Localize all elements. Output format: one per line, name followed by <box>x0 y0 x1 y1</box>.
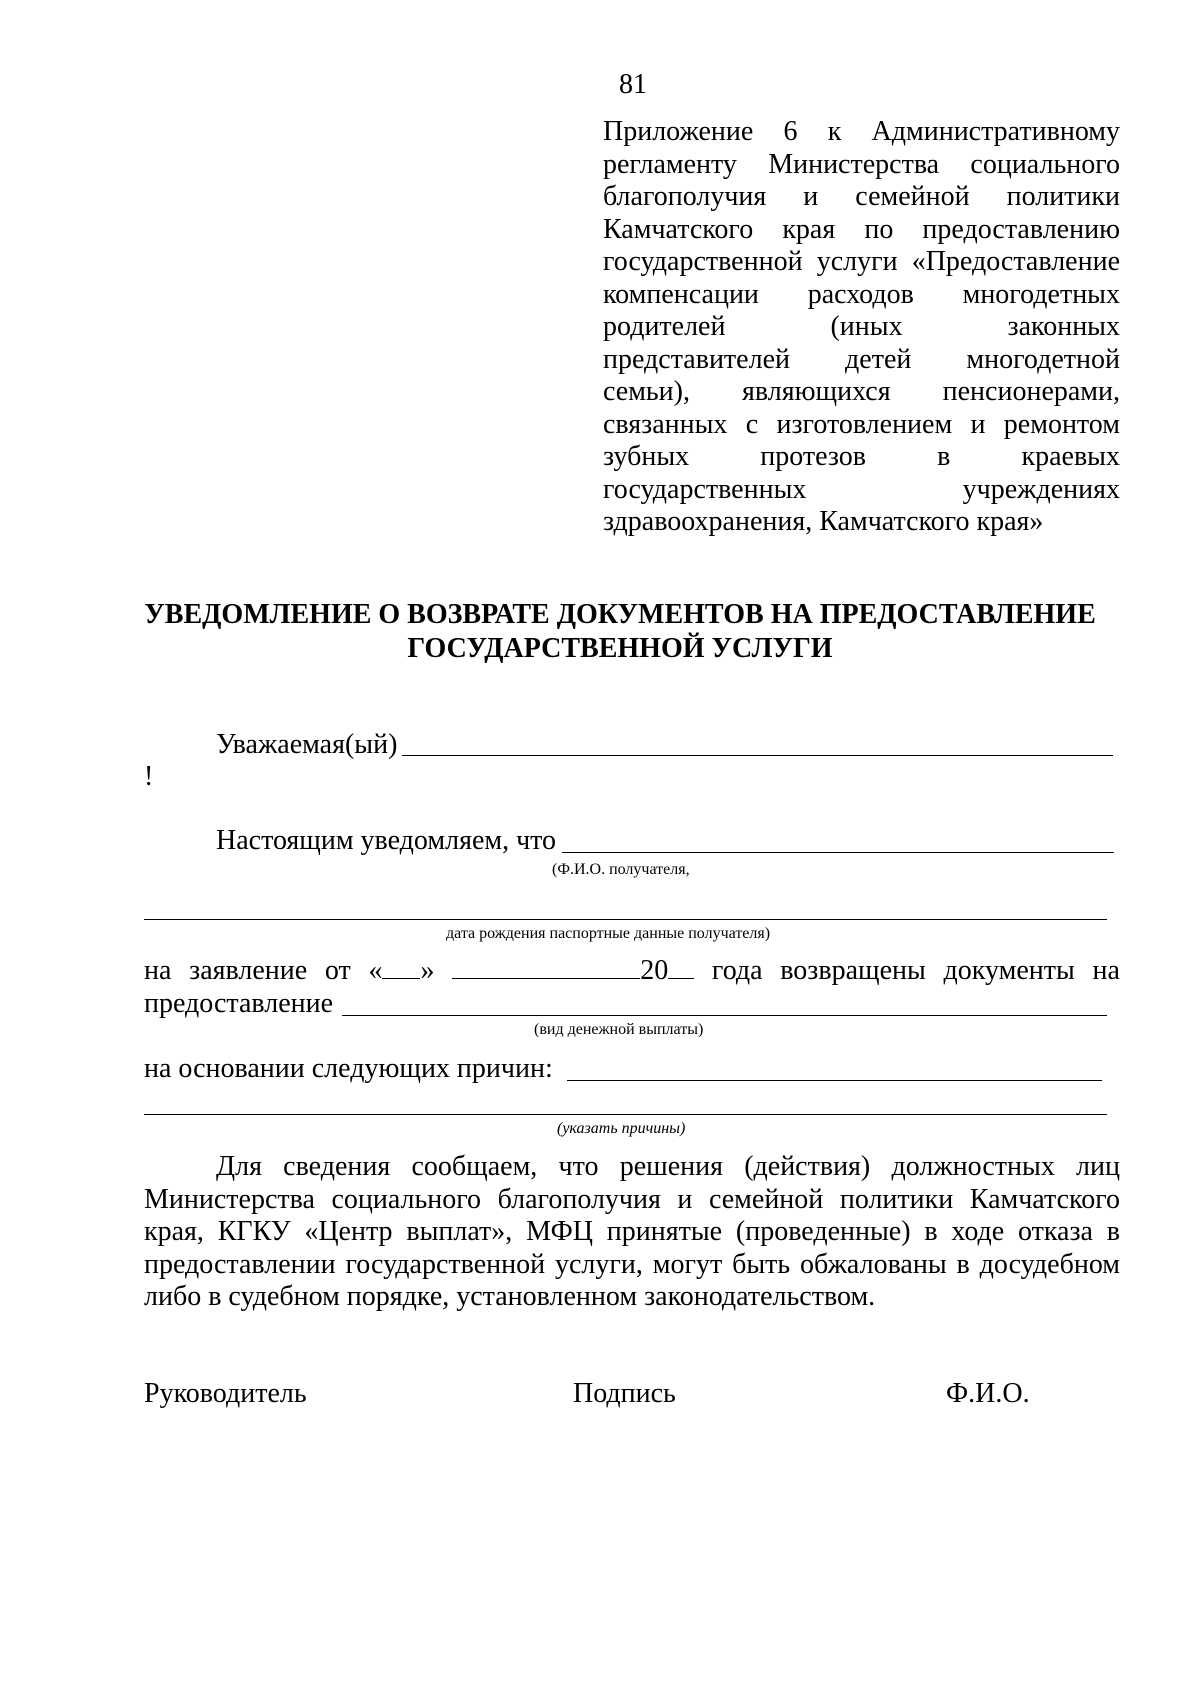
appendix-line: компенсации расходов многодетных <box>603 278 1120 310</box>
notify-label: Настоящим уведомляем, что <box>216 825 557 856</box>
reasons-label: на основании следующих причин: <box>144 1053 553 1084</box>
caption-fio: (Ф.И.О. получателя, <box>552 861 690 878</box>
close-quote: » <box>420 955 435 986</box>
caption-payment-type: (вид денежной выплаты) <box>534 1021 704 1038</box>
word-from: от <box>324 955 351 986</box>
paragraph-line: Для сведения сообщаем, что решения (действия) должностных лиц <box>216 1151 1120 1182</box>
word-year: года <box>711 955 763 986</box>
payment-type-field[interactable] <box>342 1015 1107 1016</box>
appendix-line: зубных протезов в краевых <box>603 441 1120 472</box>
exclamation-mark: ! <box>144 761 154 792</box>
provision-label: предоставление <box>144 988 334 1019</box>
appendix-line: здравоохранения, Камчатского края» <box>603 506 1044 537</box>
greeting-label: Уважаемая(ый) <box>216 729 398 760</box>
appendix-line: семьи), являющихся пенсионерами, <box>603 376 1120 407</box>
word-na: на <box>144 955 172 986</box>
appendix-line: государственных учреждениях <box>603 473 1120 505</box>
caption-reasons: (указать причины) <box>557 1120 686 1137</box>
paragraph-line: либо в судебном порядке, установленном законодательством. <box>144 1281 876 1312</box>
appendix-line: связанных с изготовлением и ремонтом <box>603 408 1120 440</box>
caption-birth-passport: дата рождения паспортные данные получателя) <box>446 925 771 942</box>
word-documents: документы <box>943 955 1075 986</box>
page-number: 81 <box>619 69 647 100</box>
word-application: заявление <box>189 955 308 986</box>
reasons-field-2[interactable] <box>144 1114 1107 1115</box>
birth-passport-field[interactable] <box>144 919 1107 920</box>
year-field[interactable] <box>668 956 694 979</box>
reasons-field-1[interactable] <box>567 1080 1102 1081</box>
appendix-line: регламенту Министерства социального <box>603 148 1120 180</box>
year-prefix: 20 <box>640 955 669 986</box>
document-title <box>120 598 1120 666</box>
title-line: ГОСУДАРСТВЕННОЙ УСЛУГИ <box>407 633 833 664</box>
appendix-note <box>603 116 1120 539</box>
application-line <box>144 955 1120 987</box>
open-quote: « <box>368 955 383 986</box>
word-returned: возвращены <box>780 955 926 986</box>
month-field[interactable] <box>452 956 640 979</box>
appendix-line: государственной услуги «Предоставление <box>603 246 1120 277</box>
appeal-info-paragraph <box>144 1151 1120 1314</box>
appendix-line: Камчатского края по предоставлению <box>603 213 1120 245</box>
signature-fio-label: Ф.И.О. <box>946 1378 1030 1409</box>
title-line: УВЕДОМЛЕНИЕ О ВОЗВРАТЕ ДОКУМЕНТОВ НА ПРЕДОСТАВЛЕНИЕ <box>144 599 1096 630</box>
day-field[interactable] <box>382 956 420 979</box>
word-on: на <box>1092 955 1120 986</box>
recipient-fio-field[interactable] <box>562 852 1114 853</box>
date-day-group <box>368 955 434 987</box>
paragraph-line: края, КГКУ «Центр выплат», МФЦ принятые (проведенные) в ходе отказа в <box>144 1216 1120 1247</box>
paragraph-line: предоставлении государственной услуги, могут быть обжалованы в досудебном <box>144 1248 1120 1280</box>
appendix-line: представителей детей многодетной <box>603 343 1120 375</box>
appendix-line: благополучия и семейной политики <box>603 181 1120 212</box>
signature-head-label: Руководитель <box>144 1378 307 1409</box>
appendix-line: родителей (иных законных <box>603 311 1120 342</box>
appendix-line: Приложение 6 к Административному <box>603 116 1120 147</box>
signature-sign-label: Подпись <box>573 1378 676 1409</box>
recipient-name-field[interactable] <box>402 755 1113 756</box>
date-month-year-group <box>452 955 694 987</box>
paragraph-line: Министерства социального благополучия и семейной политики Камчатского <box>144 1183 1120 1215</box>
